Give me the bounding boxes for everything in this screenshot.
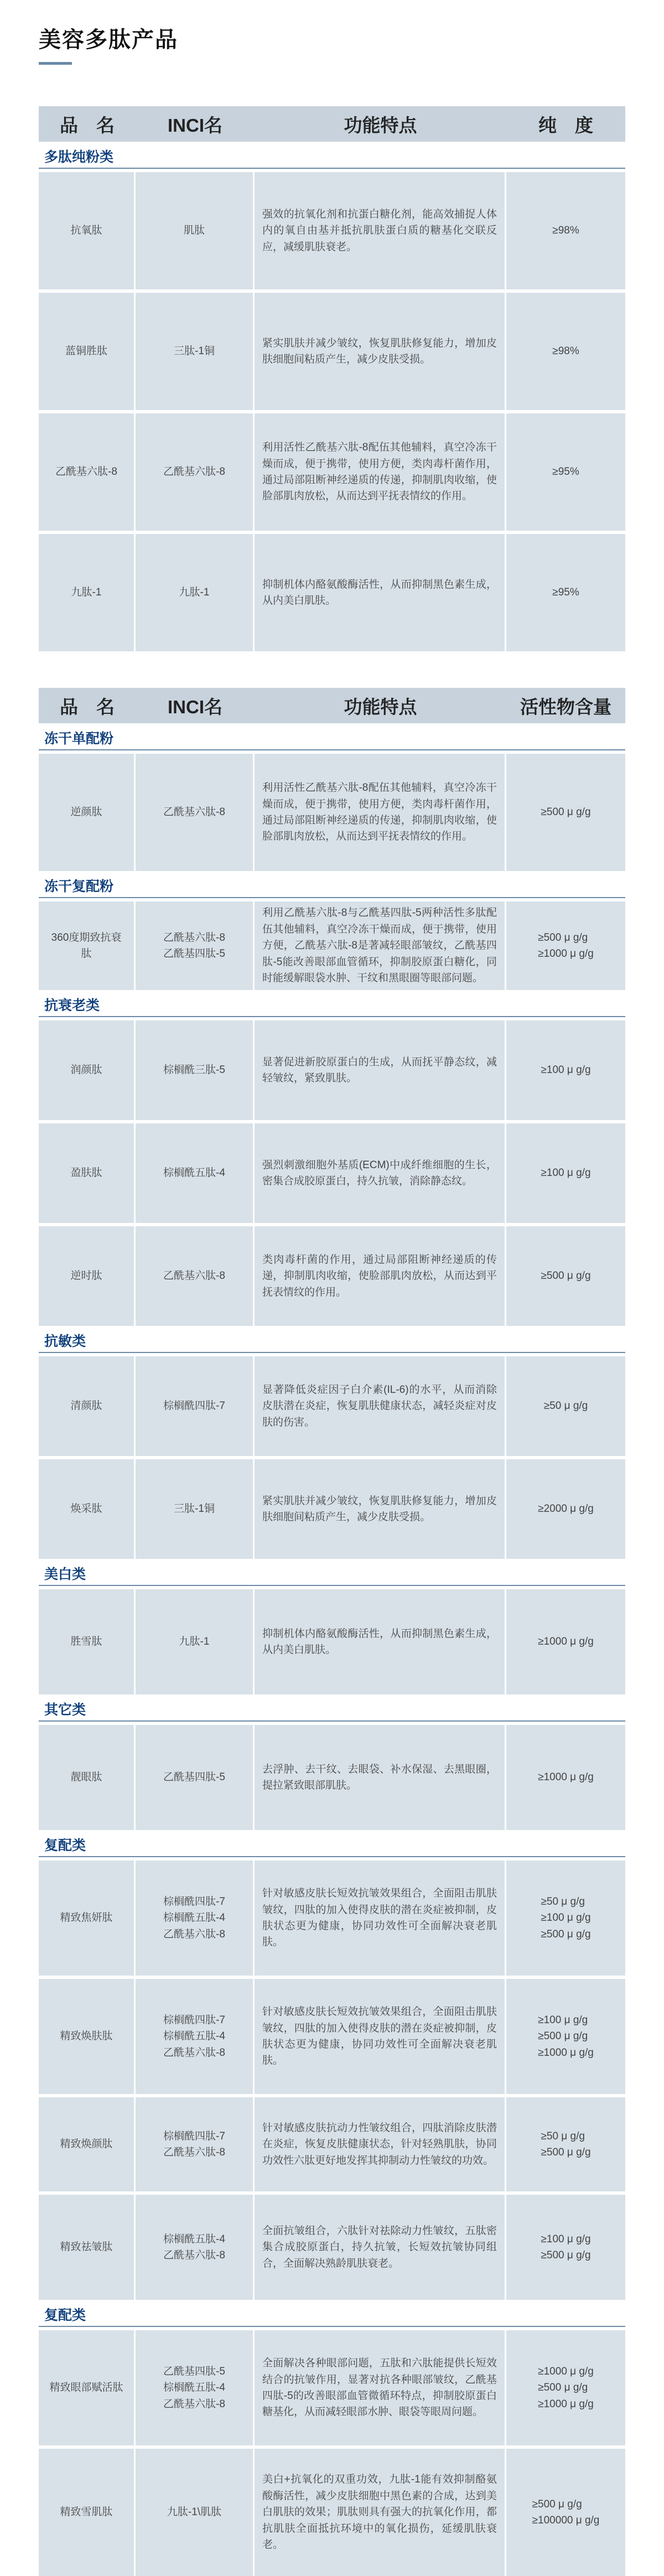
- group-rows: [39, 172, 625, 651]
- function-text: 强效的抗氧化剂和抗蛋白糖化剂，能高效捕捉人体内的氧自由基并抵抗肌肤蛋白质的糖基化交联反应，减缓肌肤衰老。: [255, 172, 506, 289]
- table-row: [39, 1589, 625, 1694]
- function-text: 显著促进新胶原蛋白的生成，从而抚平静态纹，减轻皱纹，紧致肌肤。: [255, 1020, 506, 1120]
- product-name: 逆颜肽: [39, 754, 136, 871]
- group-rows: [39, 1356, 625, 1559]
- header-function: 功能特点: [344, 696, 417, 717]
- product-name: 精致焦妍肽: [39, 1860, 136, 1976]
- inci-name: 乙酰基六肽-8: [136, 1226, 255, 1326]
- function-text: 抑制机体内酪氨酸酶活性，从而抑制黑色素生成，从内美白肌肤。: [255, 1589, 506, 1694]
- inci-name: 九肽-1: [136, 534, 255, 651]
- product-name: 清颜肽: [39, 1356, 136, 1456]
- inci-name: 三肽-1铜: [136, 1459, 255, 1559]
- product-name: 润颜肽: [39, 1020, 136, 1120]
- group-rows: [39, 1589, 625, 1694]
- inci-name: 乙酰基四肽-5 棕榈酰五肽-4 乙酰基六肽-8: [136, 2330, 255, 2445]
- table-row: [39, 754, 625, 871]
- header-inci: INCI名: [168, 115, 222, 136]
- value-text: ≥100 μ g/g ≥500 μ g/g: [541, 2233, 591, 2261]
- header-inci: INCI名: [168, 696, 222, 717]
- function-text: 利用活性乙酰基六肽-8配伍其他辅料，真空冷冻干燥而成，便于携带，使用方便，类肉毒杆菌作用，通过局部阻断神经递质的传递，抑制肌肉收缩，使脸部肌肉放松，从而达到平抚表情纹的作用。: [255, 754, 506, 871]
- group-label: 其它类: [39, 1699, 625, 1722]
- product-name: 蓝铜胜肽: [39, 293, 136, 410]
- inci-name: 乙酰基六肽-8: [136, 413, 255, 531]
- table-row: [39, 1226, 625, 1326]
- page-title: 美容多肽产品: [39, 28, 178, 52]
- inci-name: 九肽-1\肌肽: [136, 2449, 255, 2576]
- function-text: 利用乙酰基六肽-8与乙酰基四肽-5两种活性多肽配伍其他辅料，真空冷冻干燥而成，便于携带，使用方便，乙酰基六肽-8是著减轻眼部皱纹，乙酰基四肽-5能改善眼部血管循环，抑制胶原蛋白糖化，同时能缓解眼袋水肿、干纹和黑眼圈等眼部问题。: [255, 901, 506, 990]
- value-text: ≥100 μ g/g ≥500 μ g/g ≥1000 μ g/g: [538, 2014, 594, 2059]
- function-text: 针对敏感皮肤长短效抗皱效果组合，全面阻击肌肤皱纹，四肽的加入使得皮肤的潜在炎症被抑制，皮肤状态更为健康，协同功效性可全面解决衰老肌肤。: [255, 1979, 506, 2094]
- table-row: [39, 2330, 625, 2445]
- product-name: 精致焕颜肽: [39, 2097, 136, 2191]
- header-value: 纯 度: [538, 115, 593, 136]
- group-label: 抗敏类: [39, 1331, 625, 1353]
- header-name: 品 名: [60, 696, 115, 717]
- table-header: [39, 688, 625, 723]
- group-rows: [39, 1020, 625, 1326]
- value-text: ≥95%: [552, 587, 579, 599]
- table-row: [39, 293, 625, 410]
- inci-name: 九肽-1: [136, 1589, 255, 1694]
- value-text: ≥50 μ g/g ≥500 μ g/g: [541, 2130, 591, 2158]
- inci-name: 棕榈酰四肽-7: [136, 1356, 255, 1456]
- product-name: 靓眼肽: [39, 1725, 136, 1830]
- table-row: [39, 413, 625, 531]
- function-text: 去浮肿、去干纹、去眼袋、补水保湿、去黑眼圈，提拉紧致眼部肌肤。: [255, 1725, 506, 1830]
- group-rows: [39, 901, 625, 990]
- value-text: ≥500 μ g/g ≥100000 μ g/g: [532, 2498, 600, 2526]
- product-name: 逆时肽: [39, 1226, 136, 1326]
- inci-name: 棕榈酰四肽-7 棕榈酰五肽-4 乙酰基六肽-8: [136, 1979, 255, 2094]
- table-row: [39, 172, 625, 289]
- table-row: [39, 901, 625, 990]
- product-name: 精致焕肤肽: [39, 1979, 136, 2094]
- group-rows: [39, 1725, 625, 1830]
- group-label: 复配类: [39, 2305, 625, 2327]
- inci-name: 棕榈酰五肽-4 乙酰基六肽-8: [136, 2195, 255, 2300]
- product-name: 360度期致抗衰肽: [39, 901, 136, 990]
- inci-name: 棕榈酰四肽-7 棕榈酰五肽-4 乙酰基六肽-8: [136, 1860, 255, 1976]
- value-text: ≥95%: [552, 466, 579, 478]
- inci-name: 三肽-1铜: [136, 293, 255, 410]
- value-text: ≥1000 μ g/g: [538, 1771, 594, 1784]
- function-text: 紧实肌肤并减少皱纹，恢复肌肤修复能力，增加皮肤细胞间粘质产生，减少皮肤受损。: [255, 293, 506, 410]
- value-text: ≥98%: [552, 345, 579, 357]
- value-text: ≥2000 μ g/g: [538, 1503, 594, 1515]
- group-label: 抗衰老类: [39, 995, 625, 1017]
- product-name: 乙酰基六肽-8: [39, 413, 136, 531]
- formulated-peptide-table: [39, 688, 625, 2576]
- group-label: 复配类: [39, 1835, 625, 1857]
- group-label: 美白类: [39, 1564, 625, 1586]
- table-row: [39, 2195, 625, 2300]
- table-row: [39, 1123, 625, 1223]
- value-text: ≥100 μ g/g: [541, 1167, 591, 1179]
- product-name: 精致祛皱肽: [39, 2195, 136, 2300]
- product-name: 焕采肽: [39, 1459, 136, 1559]
- function-text: 针对敏感皮肤长短效抗皱效果组合，全面阻击肌肤皱纹，四肽的加入使得皮肤的潜在炎症被抑制，皮肤状态更为健康，协同功效性可全面解决衰老肌肤。: [255, 1860, 506, 1976]
- header-name: 品 名: [60, 115, 115, 136]
- product-name: 精致眼部赋活肽: [39, 2330, 136, 2445]
- product-name: 精致雪肌肽: [39, 2449, 136, 2576]
- inci-name: 棕榈酰四肽-7 乙酰基六肽-8: [136, 2097, 255, 2191]
- inci-name: 乙酰基六肽-8: [136, 754, 255, 871]
- function-text: 美白+抗氧化的双重功效，九肽-1能有效抑制酪氨酸酶活性，减少皮肤细胞中黑色素的合成，达到美白肌肤的效果；肌肽则具有强大的抗氧化作用，都抗肌肤全面抵抗环境中的氧化损伤，延缓肌肤衰老。: [255, 2449, 506, 2576]
- table-row: [39, 2097, 625, 2191]
- value-text: ≥50 μ g/g ≥100 μ g/g ≥500 μ g/g: [541, 1895, 591, 1940]
- value-text: ≥100 μ g/g: [541, 1064, 591, 1076]
- function-text: 类肉毒杆菌的作用，通过局部阻断神经递质的传递，抑制肌肉收缩，使脸部肌肉放松，从而达到平抚表情纹的作用。: [255, 1226, 506, 1326]
- table-header: [39, 106, 625, 142]
- inci-name: 肌肽: [136, 172, 255, 289]
- product-name: 胜雪肽: [39, 1589, 136, 1694]
- function-text: 紧实肌肤并减少皱纹，恢复肌肤修复能力，增加皮肤细胞间粘质产生，减少皮肤受损。: [255, 1459, 506, 1559]
- value-text: ≥500 μ g/g: [541, 1270, 591, 1282]
- value-text: ≥98%: [552, 225, 579, 237]
- table-row: [39, 1725, 625, 1830]
- pure-peptide-table: [39, 106, 625, 651]
- value-text: ≥500 μ g/g: [541, 806, 591, 818]
- group-label: 冻干复配粉: [39, 876, 625, 898]
- header-function: 功能特点: [344, 115, 417, 136]
- group-rows: [39, 1860, 625, 2300]
- header-value: 活性物含量: [520, 696, 611, 717]
- function-text: 全面抗皱组合，六肽针对祛除动力性皱纹，五肽密集合成胶原蛋白，持久抗皱，长短效抗皱协同组合，全面解决熟龄肌肤衰老。: [255, 2195, 506, 2300]
- title-accent-bar: [39, 62, 72, 65]
- value-text: ≥500 μ g/g ≥1000 μ g/g: [538, 931, 594, 960]
- table-row: [39, 1979, 625, 2094]
- group-rows: [39, 2330, 625, 2576]
- group-label: 多肽纯粉类: [39, 147, 625, 169]
- value-text: ≥50 μ g/g: [543, 1400, 588, 1412]
- table-row: [39, 2449, 625, 2576]
- group-label: 冻干单配粉: [39, 728, 625, 750]
- function-text: 利用活性乙酰基六肽-8配伍其他辅料，真空冷冻干燥而成，便于携带，使用方便，类肉毒杆菌作用，通过局部阻断神经递质的传递，抑制肌肉收缩，使脸部肌肉放松，从而达到平抚表情纹的作用。: [255, 413, 506, 531]
- function-text: 显著降低炎症因子白介素(IL-6)的水平，从而消除皮肤潜在炎症，恢复肌肤健康状态，减轻炎症对皮肤的伤害。: [255, 1356, 506, 1456]
- value-text: ≥1000 μ g/g: [538, 1636, 594, 1648]
- inci-name: 乙酰基四肽-5: [136, 1725, 255, 1830]
- inci-name: 棕榈酰三肽-5: [136, 1020, 255, 1120]
- group-rows: [39, 754, 625, 871]
- function-text: 抑制机体内酪氨酸酶活性，从而抑制黑色素生成，从内美白肌肤。: [255, 534, 506, 651]
- function-text: 针对敏感皮肤抗动力性皱纹组合，四肽消除皮肤潜在炎症，恢复皮肤健康状态，针对轻熟肌肤，协同功效性六肽更好地发挥其抑制动力性皱纹的功效。: [255, 2097, 506, 2191]
- table-row: [39, 534, 625, 651]
- table-row: [39, 1860, 625, 1976]
- product-name: 盈肤肽: [39, 1123, 136, 1223]
- value-text: ≥1000 μ g/g ≥500 μ g/g ≥1000 μ g/g: [538, 2365, 594, 2410]
- function-text: 强烈刺激细胞外基质(ECM)中成纤维细胞的生长，密集合成胶原蛋白，持久抗皱，消除静态纹。: [255, 1123, 506, 1223]
- table-row: [39, 1356, 625, 1456]
- function-text: 全面解决各种眼部问题，五肽和六肽能提供长短效结合的抗皱作用，显著对抗各种眼部皱纹，乙酰基四肽-5的改善眼部血管微循环特点，抑制胶原蛋白糖基化，从而减轻眼部水肿、眼袋等眼周问题。: [255, 2330, 506, 2445]
- product-name: 抗氧肽: [39, 172, 136, 289]
- table-row: [39, 1020, 625, 1120]
- product-name: 九肽-1: [39, 534, 136, 651]
- inci-name: 乙酰基六肽-8 乙酰基四肽-5: [136, 901, 255, 990]
- table-row: [39, 1459, 625, 1559]
- inci-name: 棕榈酰五肽-4: [136, 1123, 255, 1223]
